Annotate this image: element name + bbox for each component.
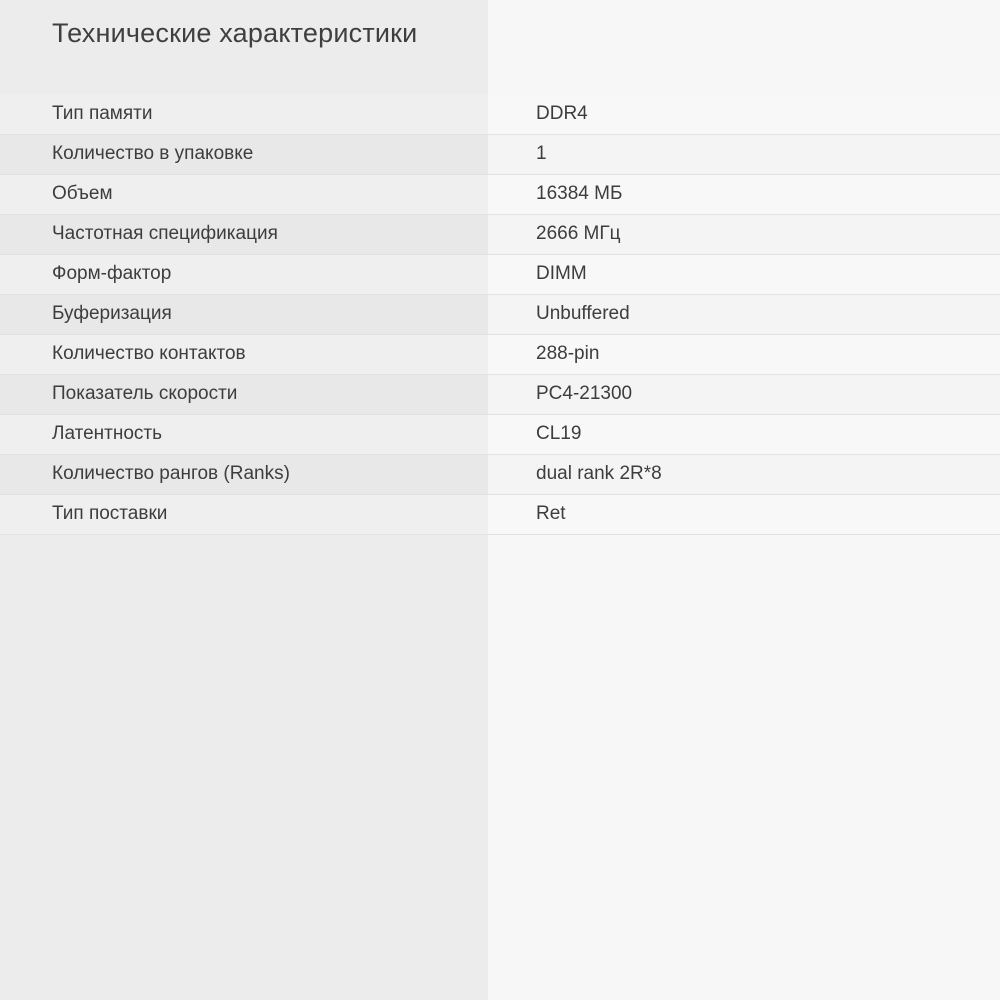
table-row <box>0 374 1000 414</box>
spec-value: Unbuffered <box>488 294 1000 334</box>
specifications-table <box>0 94 1000 535</box>
spec-value: PC4-21300 <box>488 374 1000 414</box>
specifications-table-body <box>0 94 1000 534</box>
spec-key: Количество контактов <box>0 334 488 374</box>
table-row <box>0 294 1000 334</box>
spec-value: 288-pin <box>488 334 1000 374</box>
spec-value: dual rank 2R*8 <box>488 454 1000 494</box>
table-row <box>0 134 1000 174</box>
page-title: Технические характеристики <box>52 18 418 48</box>
spec-key: Количество в упаковке <box>0 134 488 174</box>
spec-key: Объем <box>0 174 488 214</box>
spec-key: Частотная спецификация <box>0 214 488 254</box>
spec-key: Форм-фактор <box>0 254 488 294</box>
table-row <box>0 414 1000 454</box>
spec-value: 1 <box>488 134 1000 174</box>
spec-key: Показатель скорости <box>0 374 488 414</box>
spec-key: Тип памяти <box>0 94 488 134</box>
table-row <box>0 454 1000 494</box>
spec-value: CL19 <box>488 414 1000 454</box>
table-row <box>0 214 1000 254</box>
spec-value: Ret <box>488 494 1000 534</box>
spec-value: 2666 МГц <box>488 214 1000 254</box>
table-row <box>0 174 1000 214</box>
table-row <box>0 334 1000 374</box>
spec-key: Латентность <box>0 414 488 454</box>
spec-value: 16384 МБ <box>488 174 1000 214</box>
spec-key: Тип поставки <box>0 494 488 534</box>
spec-value: DIMM <box>488 254 1000 294</box>
table-row <box>0 254 1000 294</box>
spec-value: DDR4 <box>488 94 1000 134</box>
table-row <box>0 494 1000 534</box>
table-row <box>0 94 1000 134</box>
spec-key: Буферизация <box>0 294 488 334</box>
spec-key: Количество рангов (Ranks) <box>0 454 488 494</box>
